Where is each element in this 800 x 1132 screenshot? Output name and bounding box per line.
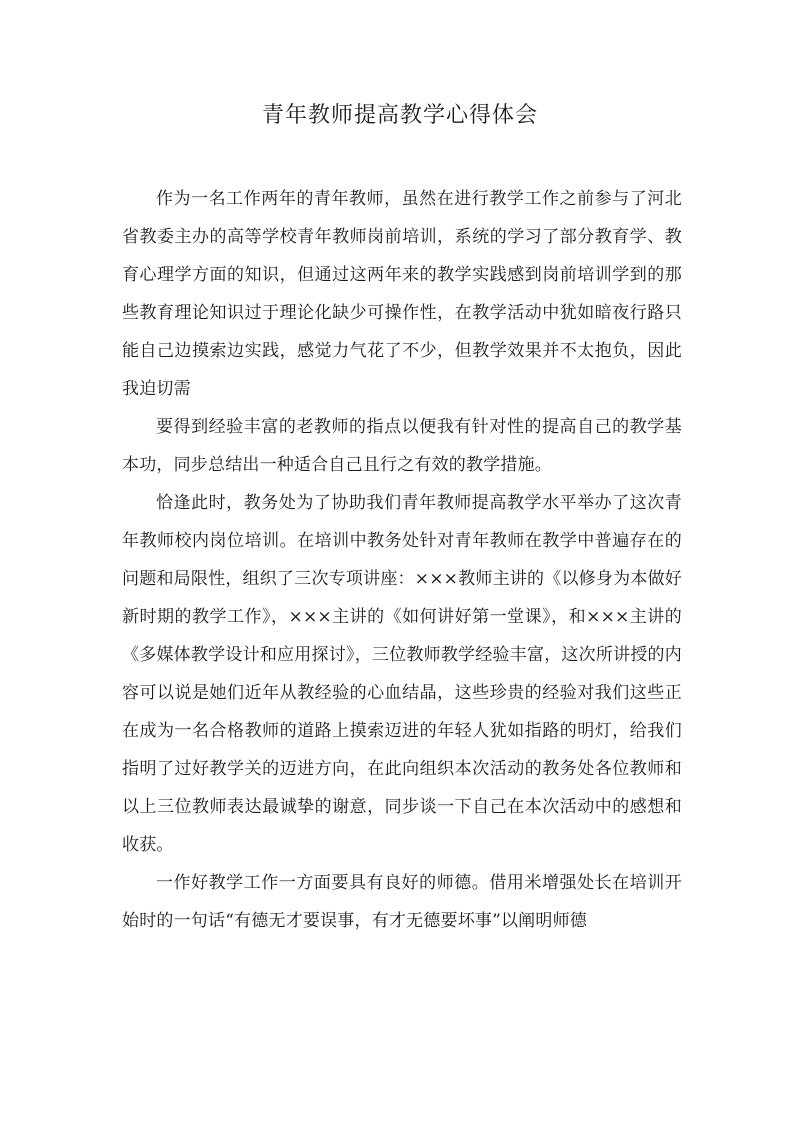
paragraph-2: 要得到经验丰富的老教师的指点以便我有针对性的提高自己的教学基本功，同步总结出一种适合自己且行之有效的教学措施。 <box>122 417 682 475</box>
document-body <box>122 180 682 940</box>
document-title: 青年教师提高教学心得体会 <box>261 103 538 128</box>
paragraph-1: 作为一名工作两年的青年教师，虽然在进行教学工作之前参与了河北省教委主办的高等学校青年教师岗前培训，系统的学习了部分教育学、教育心理学方面的知识，但通过这两年来的教学实践感到岗前培训学到的那些教育理论知识过于理论化缺少可操作性，在教学活动中犹如暗夜行路只能自己边摸索边实践，感觉力气花了不少，但教学效果并不太抱负，因此我迫切需 <box>122 189 682 399</box>
paragraph-4: 一作好教学工作一方面要具有良好的师德。借用米增强处长在培训开始时的一句话“有德无才要误事，有才无德要坏事”以阐明师德 <box>122 873 682 931</box>
paragraph-3: 恰逢此时，教务处为了协助我们青年教师提高教学水平举办了这次青年教师校内岗位培训。在培训中教务处针对青年教师在教学中普遍存在的问题和局限性，组织了三次专项讲座：×××教师主讲的《以修身为本做好新时期的教学工作》，×××主讲的《如何讲好第一堂课》，和×××主讲的《多媒体教学设计和应用探讨》，三位教师教学经验丰富，这次所讲授的内容可以说是她们近年从教经验的心血结晶，这些珍贵的经验对我们这些正在成为一名合格教师的道路上摸索迈进的年轻人犹如指路的明灯，给我们指明了过好教学关的迈进方向，在此向组织本次活动的教务处各位教师和以上三位教师表达最诚挚的谢意，同步谈一下自己在本次活动中的感想和收获。 <box>122 493 682 855</box>
